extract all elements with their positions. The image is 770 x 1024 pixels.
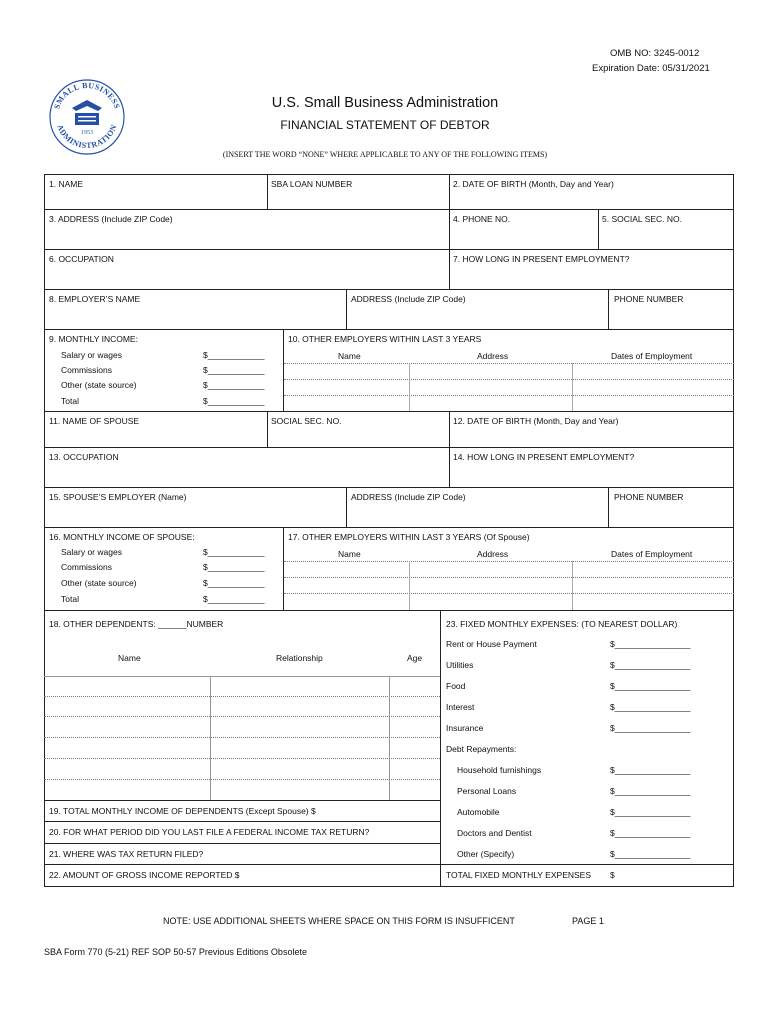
spouse-income-salary-blank[interactable]: $____________ [203, 547, 265, 557]
other-employers-label: 10. OTHER EMPLOYERS WITHIN LAST 3 YEARS [288, 334, 482, 344]
expense-total-label: TOTAL FIXED MONTHLY EXPENSES [446, 870, 592, 880]
tax-filed-where-label: 21. WHERE WAS TAX RETURN FILED? [49, 849, 204, 859]
spouse-employer-phone-label: PHONE NUMBER [614, 492, 684, 502]
dep-col-name: Name [118, 653, 141, 663]
income-other-blank[interactable]: $____________ [203, 380, 265, 390]
expense-other-blank[interactable]: $________________ [610, 849, 691, 859]
spouse-income-total-label: Total [61, 594, 79, 604]
spouse-howlong-label: 14. HOW LONG IN PRESENT EMPLOYMENT? [453, 452, 635, 462]
spouse-income-total-blank[interactable]: $____________ [203, 594, 265, 604]
seal-top-text: SMALL BUSINESS [52, 80, 122, 111]
page-number: PAGE 1 [572, 916, 604, 926]
income-commissions-label: Commissions [61, 365, 113, 375]
expense-utilities-label: Utilities [446, 660, 474, 670]
form-footer: SBA Form 770 (5-21) REF SOP 50-57 Previous Editions Obsolete [44, 947, 307, 957]
note-text: NOTE: USE ADDITIONAL SHEETS WHERE SPACE ON THIS FORM IS INSUFFICENT [163, 916, 515, 926]
field-employer-phone-label: PHONE NUMBER [614, 294, 684, 304]
expense-total-blank[interactable]: $ [610, 870, 615, 880]
expense-rent-blank[interactable]: $________________ [610, 639, 691, 649]
omb-number: OMB NO: 3245-0012 [610, 48, 700, 59]
dep-col-age: Age [407, 653, 423, 663]
field-employer-label: 8. EMPLOYER’S NAME [49, 294, 141, 304]
spouse-dob-label: 12. DATE OF BIRTH (Month, Day and Year) [453, 416, 619, 426]
expense-automobile-blank[interactable]: $________________ [610, 807, 691, 817]
spouse-employer-label: 15. SPOUSE’S EMPLOYER (Name) [49, 492, 187, 502]
spouse-emp-col-name: Name [338, 549, 361, 559]
income-commissions-blank[interactable]: $____________ [203, 365, 265, 375]
spouse-income-commissions-label: Commissions [61, 562, 113, 572]
fixed-expenses-label: 23. FIXED MONTHLY EXPENSES: (TO NEAREST DOLLAR) [446, 619, 678, 629]
form-title: FINANCIAL STATEMENT OF DEBTOR [280, 118, 490, 132]
seal-year: 1953 [81, 130, 93, 136]
expense-personal-loans-blank[interactable]: $________________ [610, 786, 691, 796]
income-total-label: Total [61, 396, 79, 406]
dependents-income-label: 19. TOTAL MONTHLY INCOME OF DEPENDENTS (Except Spouse) $ [49, 806, 316, 816]
field-monthly-income-label: 9. MONTHLY INCOME: [49, 334, 138, 344]
field-dob-label: 2. DATE OF BIRTH (Month, Day and Year) [453, 179, 614, 189]
spouse-name-label: 11. NAME OF SPOUSE [49, 416, 140, 426]
field-occupation-label: 6. OCCUPATION [49, 254, 114, 264]
tax-period-label: 20. FOR WHAT PERIOD DID YOU LAST FILE A FEDERAL INCOME TAX RETURN? [49, 827, 370, 837]
expense-debt-label: Debt Repayments: [446, 744, 517, 754]
dep-col-relationship: Relationship [276, 653, 323, 663]
expense-doctors-label: Doctors and Dentist [457, 828, 532, 838]
expiration-date: Expiration Date: 05/31/2021 [592, 63, 710, 74]
expense-rent-label: Rent or House Payment [446, 639, 537, 649]
instruction-text: (INSERT THE WORD “NONE” WHERE APPLICABLE TO ANY OF THE FOLLOWING ITEMS) [222, 150, 548, 159]
field-name-label: 1. NAME [49, 179, 84, 189]
spouse-ssn-label: SOCIAL SEC. NO. [271, 416, 342, 426]
field-phone-label: 4. PHONE NO. [453, 214, 511, 224]
emp-col-address: Address [477, 351, 509, 361]
dependents-label: 18. OTHER DEPENDENTS: ______NUMBER [49, 619, 224, 629]
spouse-emp-col-dates: Dates of Employment [611, 549, 693, 559]
gross-income-label: 22. AMOUNT OF GROSS INCOME REPORTED $ [49, 870, 240, 880]
agency-name: U.S. Small Business Administration [271, 95, 499, 111]
expense-food-blank[interactable]: $________________ [610, 681, 691, 691]
seal-bottom-text: ADMINISTRATION [55, 123, 119, 151]
income-salary-label: Salary or wages [61, 350, 122, 360]
income-salary-blank[interactable]: $____________ [203, 350, 265, 360]
expense-insurance-blank[interactable]: $________________ [610, 723, 691, 733]
emp-col-name: Name [338, 351, 361, 361]
field-ssn-label: 5. SOCIAL SEC. NO. [602, 214, 682, 224]
expense-utilities-blank[interactable]: $________________ [610, 660, 691, 670]
expense-personal-loans-label: Personal Loans [457, 786, 517, 796]
emp-col-dates: Dates of Employment [611, 351, 693, 361]
field-howlong-label: 7. HOW LONG IN PRESENT EMPLOYMENT? [453, 254, 630, 264]
expense-household-label: Household furnishings [457, 765, 542, 775]
spouse-income-other-blank[interactable]: $____________ [203, 578, 265, 588]
sba-seal-icon [48, 78, 126, 156]
field-sba-loan-label: SBA LOAN NUMBER [271, 179, 353, 189]
income-total-blank[interactable]: $____________ [203, 396, 265, 406]
expense-insurance-label: Insurance [446, 723, 484, 733]
income-other-label: Other (state source) [61, 380, 137, 390]
spouse-income-commissions-blank[interactable]: $____________ [203, 562, 265, 572]
spouse-employer-address-label: ADDRESS (Include ZIP Code) [351, 492, 466, 502]
expense-doctors-blank[interactable]: $________________ [610, 828, 691, 838]
spouse-income-label: 16. MONTHLY INCOME OF SPOUSE: [49, 532, 195, 542]
expense-interest-blank[interactable]: $________________ [610, 702, 691, 712]
spouse-income-other-label: Other (state source) [61, 578, 137, 588]
expense-automobile-label: Automobile [457, 807, 500, 817]
spouse-emp-col-address: Address [477, 549, 509, 559]
expense-other-label: Other (Specify) [457, 849, 515, 859]
expense-interest-label: Interest [446, 702, 475, 712]
field-address-label: 3. ADDRESS (Include ZIP Code) [49, 214, 173, 224]
spouse-other-employers-label: 17. OTHER EMPLOYERS WITHIN LAST 3 YEARS (Of Spouse) [288, 532, 530, 542]
expense-food-label: Food [446, 681, 466, 691]
spouse-income-salary-label: Salary or wages [61, 547, 122, 557]
spouse-occupation-label: 13. OCCUPATION [49, 452, 119, 462]
field-employer-address-label: ADDRESS (Include ZIP Code) [351, 294, 466, 304]
expense-household-blank[interactable]: $________________ [610, 765, 691, 775]
